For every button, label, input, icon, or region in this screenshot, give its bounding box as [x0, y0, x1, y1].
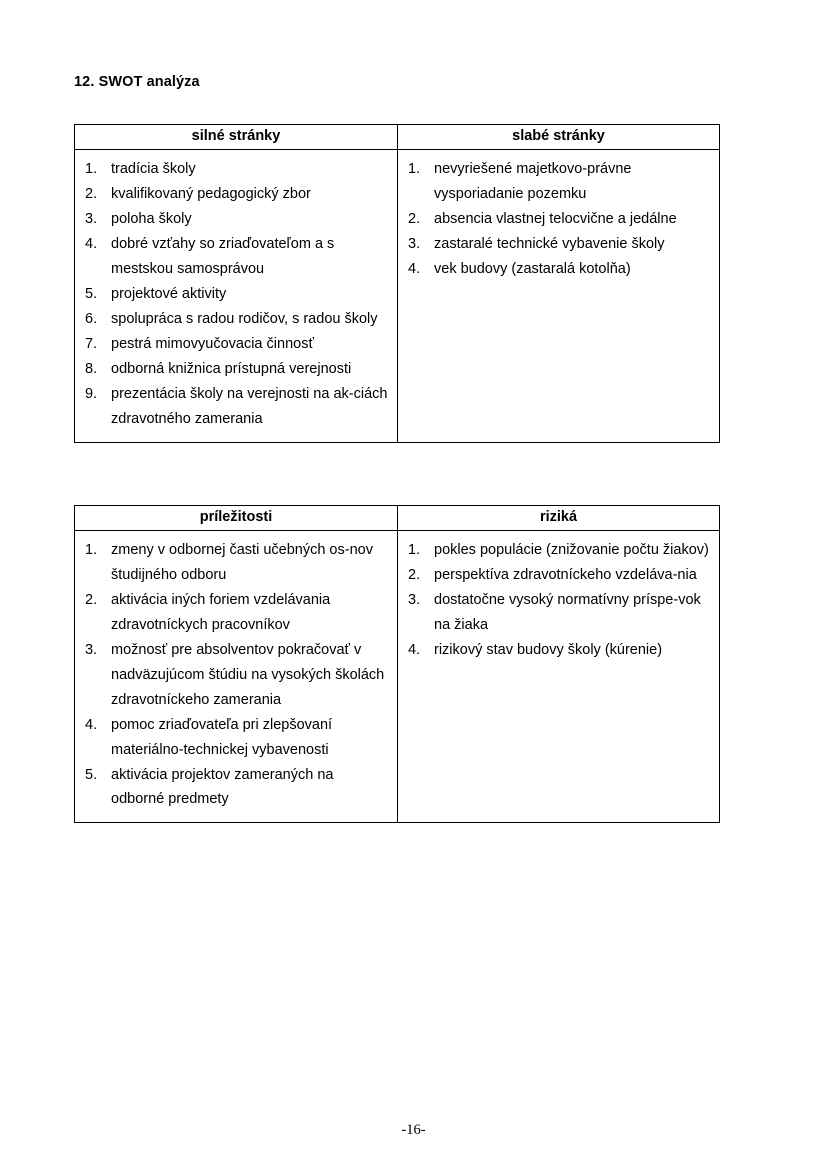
page-title: 12. SWOT analýza — [74, 74, 200, 90]
list-item-text: perspektíva zdravotníckeho vzdeláva-nia — [434, 567, 697, 584]
list-item — [406, 563, 711, 588]
list-item-number: 2. — [408, 567, 421, 584]
opportunities-list — [83, 538, 389, 812]
table-row — [75, 531, 720, 823]
list-item-number: 3. — [408, 591, 421, 608]
list-item-number: 4. — [408, 641, 421, 658]
table-header-row — [75, 505, 720, 530]
cell-weaknesses — [398, 150, 720, 442]
list-item-number: 2. — [85, 591, 98, 608]
list-item — [406, 588, 711, 638]
cell-opportunities — [75, 531, 398, 823]
list-item-text: nevyriešené majetkovo-právne vysporiadanie pozemku — [434, 161, 632, 203]
weaknesses-list — [406, 157, 711, 282]
list-item-number: 1. — [85, 161, 98, 178]
column-header-threats: riziká — [398, 505, 720, 530]
list-item-text: pestrá mimovyučovacia činnosť — [111, 335, 314, 352]
cell-strengths — [75, 150, 398, 442]
list-item — [83, 307, 389, 332]
list-item-text: tradícia školy — [111, 161, 196, 178]
list-item — [83, 332, 389, 357]
list-item-number: 3. — [408, 236, 421, 253]
list-item-text: aktivácia projektov zameraných na odborné predmety — [111, 766, 334, 808]
list-item-text: prezentácia školy na verejnosti na ak-ciách zdravotného zamerania — [111, 385, 388, 427]
list-item — [83, 157, 389, 182]
list-item — [83, 638, 389, 713]
list-item — [83, 538, 389, 588]
list-item-text: vek budovy (zastaralá kotolňa) — [434, 261, 631, 278]
list-item-text: kvalifikovaný pedagogický zbor — [111, 186, 311, 203]
list-item — [406, 538, 711, 563]
list-item-number: 9. — [85, 385, 98, 402]
list-item-number: 1. — [85, 542, 98, 559]
column-header-strengths: silné stránky — [75, 125, 398, 150]
swot-table-opportunities-threats — [74, 505, 720, 824]
strengths-list — [83, 157, 389, 431]
list-item-text: pomoc zriaďovateľa pri zlepšovaní materiálno-technickej vybavenosti — [111, 716, 333, 758]
list-item-number: 2. — [85, 186, 98, 203]
list-item — [83, 182, 389, 207]
list-item — [83, 588, 389, 638]
list-item-text: absencia vlastnej telocvične a jedálne — [434, 211, 677, 228]
table-row — [75, 150, 720, 442]
list-item — [406, 638, 711, 663]
list-item — [83, 357, 389, 382]
list-item-number: 3. — [85, 211, 98, 228]
list-item-text: dobré vzťahy so zriaďovateľom a s mestskou samosprávou — [111, 236, 335, 278]
list-item-text: pokles populácie (znižovanie počtu žiakov) — [434, 542, 709, 559]
page-number: -16- — [401, 1122, 426, 1138]
list-item-number: 8. — [85, 360, 98, 377]
list-item-text: zastaralé technické vybavenie školy — [434, 236, 665, 253]
list-item — [406, 157, 711, 207]
list-item-number: 4. — [85, 716, 98, 733]
list-item-number: 5. — [85, 286, 98, 303]
list-item — [83, 232, 389, 282]
list-item-number: 1. — [408, 542, 421, 559]
list-item — [83, 763, 389, 813]
list-item-text: odborná knižnica prístupná verejnosti — [111, 360, 352, 377]
cell-threats — [398, 531, 720, 823]
list-item-text: zmeny v odbornej časti učebných os-nov študijného odboru — [111, 542, 373, 584]
list-item-number: 3. — [85, 641, 98, 658]
list-item-text: poloha školy — [111, 211, 192, 228]
list-item-text: spolupráca s radou rodičov, s radou školy — [111, 311, 378, 328]
list-item-number: 1. — [408, 161, 421, 178]
list-item — [406, 207, 711, 232]
list-item-number: 7. — [85, 335, 98, 352]
list-item — [83, 382, 389, 432]
list-item-number: 4. — [85, 236, 98, 253]
list-item-text: rizikový stav budovy školy (kúrenie) — [434, 641, 663, 658]
list-item — [406, 257, 711, 282]
list-item-text: možnosť pre absolventov pokračovať v nadväzujúcom štúdiu na vysokých školách zdravotníckeho zamerania — [111, 641, 385, 708]
list-item-number: 4. — [408, 261, 421, 278]
list-item-number: 5. — [85, 766, 98, 783]
swot-table-strengths-weaknesses — [74, 124, 720, 443]
column-header-weaknesses: slabé stránky — [398, 125, 720, 150]
table-header-row — [75, 125, 720, 150]
list-item — [83, 713, 389, 763]
list-item — [83, 282, 389, 307]
column-header-opportunities: príležitosti — [75, 505, 398, 530]
list-item-text: projektové aktivity — [111, 286, 227, 303]
list-item-text: dostatočne vysoký normatívny príspe-vok na žiaka — [434, 591, 701, 633]
list-item-text: aktivácia iných foriem vzdelávania zdravotníckych pracovníkov — [111, 591, 331, 633]
list-item-number: 6. — [85, 311, 98, 328]
list-item — [406, 232, 711, 257]
list-item — [83, 207, 389, 232]
list-item-number: 2. — [408, 211, 421, 228]
threats-list — [406, 538, 711, 663]
